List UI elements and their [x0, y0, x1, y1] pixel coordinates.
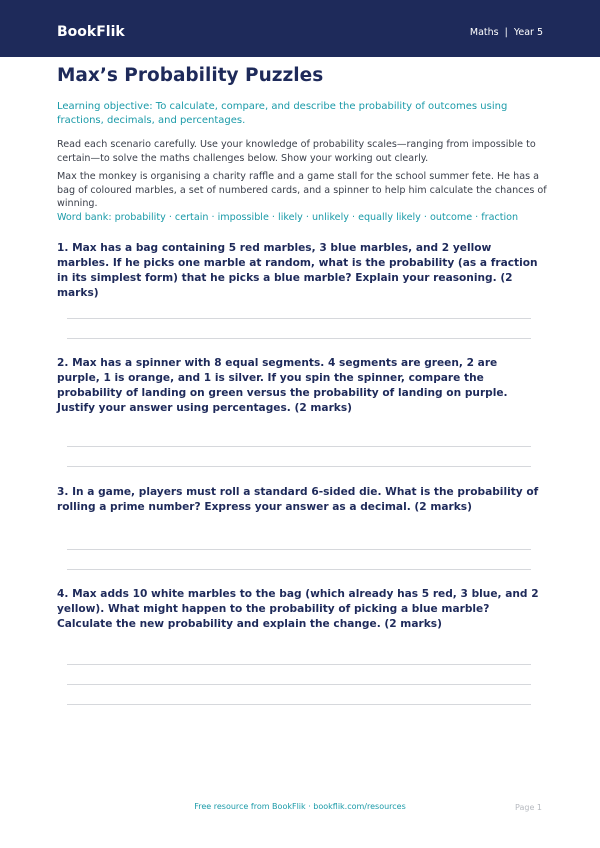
question-1: 1. Max has a bag containing 5 red marbles, 3 blue marbles, and 2 yellow marbles. If he picks one marble at random, what is the probability (as a fraction in its simplest form) that he picks a blue marble? Explain your reasoning. (2 marks) [57, 242, 538, 299]
answer-line-4a[interactable] [67, 664, 531, 665]
subject-year-label [470, 27, 543, 39]
subject-label: Maths [469, 27, 499, 38]
answer-line-2b[interactable] [67, 466, 531, 467]
answer-line-3b[interactable] [67, 569, 531, 570]
brand-logo[interactable]: BookFlik [57, 24, 125, 40]
intro-paragraph-1: Read each scenario carefully. Use your knowledge of probability scales—ranging from impossible to certain—to solve the maths challenges below. Show your working out clearly. [57, 139, 536, 164]
header-separator: | [504, 27, 508, 38]
header-bar [0, 0, 600, 57]
answer-line-2a[interactable] [67, 446, 531, 447]
answer-line-4b[interactable] [67, 684, 531, 685]
question-2: 2. Max has a spinner with 8 equal segments. 4 segments are green, 2 are purple, 1 is orange, and 1 is silver. If you spin the spinner, compare the probability of landing on green versus the probability of landing on purple. Justify your answer using percentages. (2 marks) [57, 357, 508, 414]
answer-line-4c[interactable] [67, 704, 531, 705]
word-bank: Word bank: probability · certain · impossible · likely · unlikely · equally likely · outcome · fraction [57, 212, 519, 223]
question-3: 3. In a game, players must roll a standard 6-sided die. What is the probability of rolling a prime number? Express your answer as a decimal. (2 marks) [57, 486, 539, 513]
intro-paragraph-2: Max the monkey is organising a charity raffle and a game stall for the school summer fete. He has a bag of coloured marbles, a set of numbered cards, and a spinner to help him calculate the chances of winning. [57, 171, 547, 209]
question-4: 4. Max adds 10 white marbles to the bag (which already has 5 red, 3 blue, and 2 yellow). What might happen to the probability of picking a blue marble? Calculate the new probability and explain the change. (2 marks) [57, 588, 539, 630]
year-label: Year 5 [513, 27, 543, 38]
page-number: Page 1 [515, 803, 542, 812]
answer-line-3a[interactable] [67, 549, 531, 550]
answer-line-1b[interactable] [67, 338, 531, 339]
page-title: Max’s Probability Puzzles [57, 65, 324, 86]
answer-line-1a[interactable] [67, 318, 531, 319]
footer-resource-link[interactable]: Free resource from BookFlik · bookflik.com/resources [194, 802, 406, 811]
learning-objective: Learning objective: To calculate, compare, and describe the probability of outcomes using fractions, decimals, and percentages. [57, 101, 508, 126]
